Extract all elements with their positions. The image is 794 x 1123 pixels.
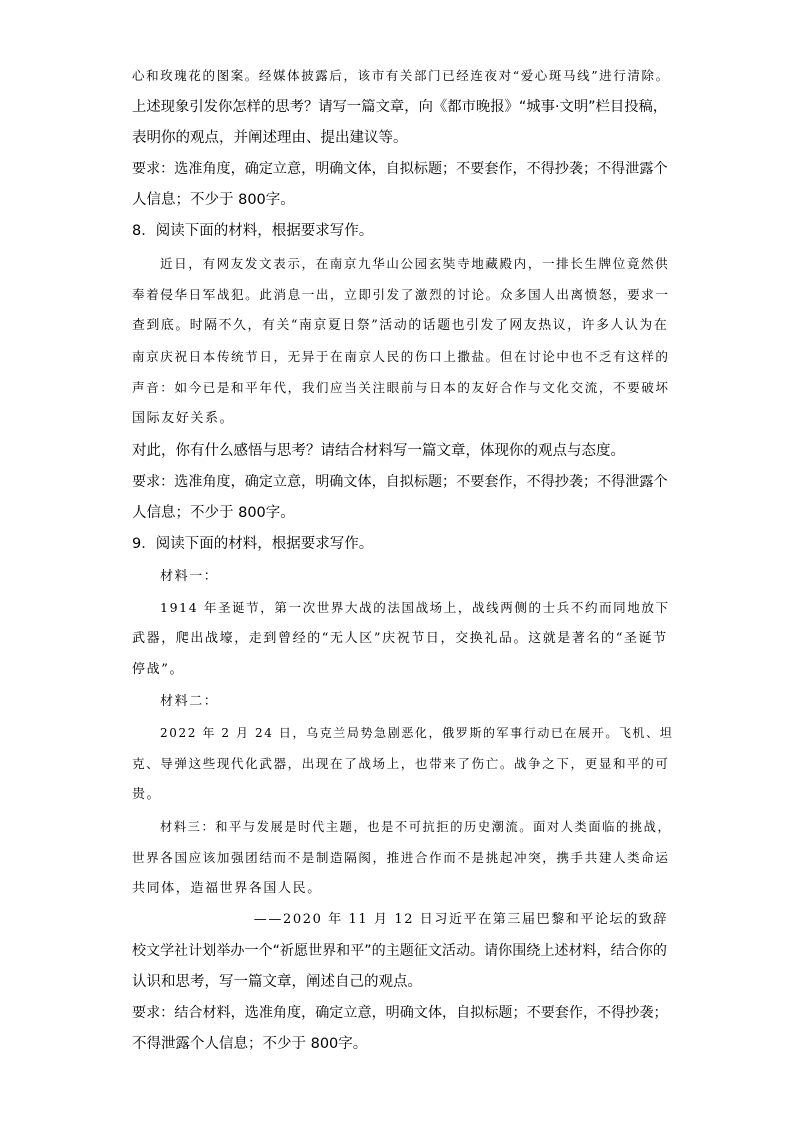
q9-material2-line: 贵。: [132, 787, 162, 802]
q8-material-line: 查到底。时隔不久，有关“南京夏日祭”活动的话题也引发了网友热议，许多人认为在: [132, 318, 669, 333]
q8-material-line: 近日，有网友发文表示，在南京九华山公园玄奘寺地藏殿内，一排长生牌位竟然供: [160, 256, 670, 271]
q9-material3-line: 材料三：和平与发展是时代主题，也是不可抗拒的历史潮流。面对人类面临的挑战，: [160, 820, 672, 834]
q9-material3-line: 共同体，造福世界各国人民。: [132, 881, 322, 896]
q9-material2-line: 2022 年 2 月 24 日，乌克兰局势急剧恶化，俄罗斯的军事行动已在展开。飞机、坦: [160, 726, 674, 740]
q9-requirement-line1: 要求：结合材料，选准角度，确定立意，明确文体，自拟标题；不要套作，不得抄袭；: [132, 1005, 668, 1021]
q9-requirement-line2: 不得泄露个人信息；不少于 800字。: [132, 1036, 368, 1052]
q7-requirement-line1: 要求：选准角度，确定立意，明确文体，自拟标题；不要套作，不得抄袭；不得泄露个: [132, 161, 668, 177]
q8-material-line: 声音：如今已是和平年代，我们应当关注眼前与日本的友好合作与文化交流，不要破坏: [132, 380, 670, 395]
q9-prompt-line2: 认识和思考，写一篇文章，阐述自己的观点。: [132, 974, 422, 990]
q7-requirement-line2: 人信息；不少于 800字。: [132, 192, 295, 208]
q9-material1-line: 武器，爬出战壕，走到曾经的“无人区”庆祝节日，交换礼品。这就是著名的“圣诞节: [132, 631, 668, 646]
q7-material-tail: 心和玫瑰花的图案。经媒体披露后，该市有关部门已经连夜对“爱心斑马线”进行清除。: [132, 68, 670, 83]
q9-material2-line: 克、导弹这些现代化武器，出现在了战场上，也带来了伤亡。战争之下，更显和平的可: [132, 756, 670, 771]
q8-material-line: 国际友好关系。: [132, 411, 235, 426]
q8-requirement-line1: 要求：选准角度，确定立意，明确文体，自拟标题；不要套作，不得抄袭；不得泄露个: [132, 474, 668, 490]
q9-material3-line: 世界各国应该加强团结而不是制造隔阂，推进合作而不是挑起冲突，携手共建人类命运: [132, 850, 670, 865]
q9-material1-line: 1914 年圣诞节，第一次世界大战的法国战场上，战线两侧的士兵不约而同地放下: [160, 600, 670, 615]
q9-material2-label: 材料二：: [160, 694, 219, 709]
q7-prompt-line1: 上述现象引发你怎样的思考？请写一篇文章，向《都市晚报》“城事·文明”栏目投稿，: [132, 99, 668, 115]
q9-title: 9．阅读下面的材料，根据要求写作。: [132, 536, 374, 552]
q8-prompt: 对此，你有什么感悟与思考？请结合材料写一篇文章，体现你的观点与态度。: [132, 443, 625, 459]
q8-material-line: 南京庆祝日本传统节日，无异于在南京人民的伤口上撒盐。但在讨论中也不乏有这样的: [132, 349, 670, 364]
q9-prompt-line1: 校文学社计划举办一个“祈愿世界和平”的主题征文活动。请你围绕上述材料，结合你的: [132, 943, 667, 959]
q8-material-line: 奉着侵华日军战犯。此消息一出，立即引发了激烈的讨论。众多国人出离愤怒，要求一: [132, 287, 670, 302]
q9-material1-label: 材料一：: [160, 569, 219, 584]
q8-requirement-line2: 人信息；不少于 800字。: [132, 505, 295, 521]
q9-source-attribution: ——2020 年 11 月 12 日习近平在第三届巴黎和平论坛的致辞: [253, 912, 668, 927]
q7-prompt-line2: 表明你的观点，并阐述理由、提出建议等。: [132, 130, 408, 146]
q9-material1-line: 停战”。: [132, 662, 185, 677]
q8-title: 8．阅读下面的材料，根据要求写作。: [132, 223, 374, 239]
